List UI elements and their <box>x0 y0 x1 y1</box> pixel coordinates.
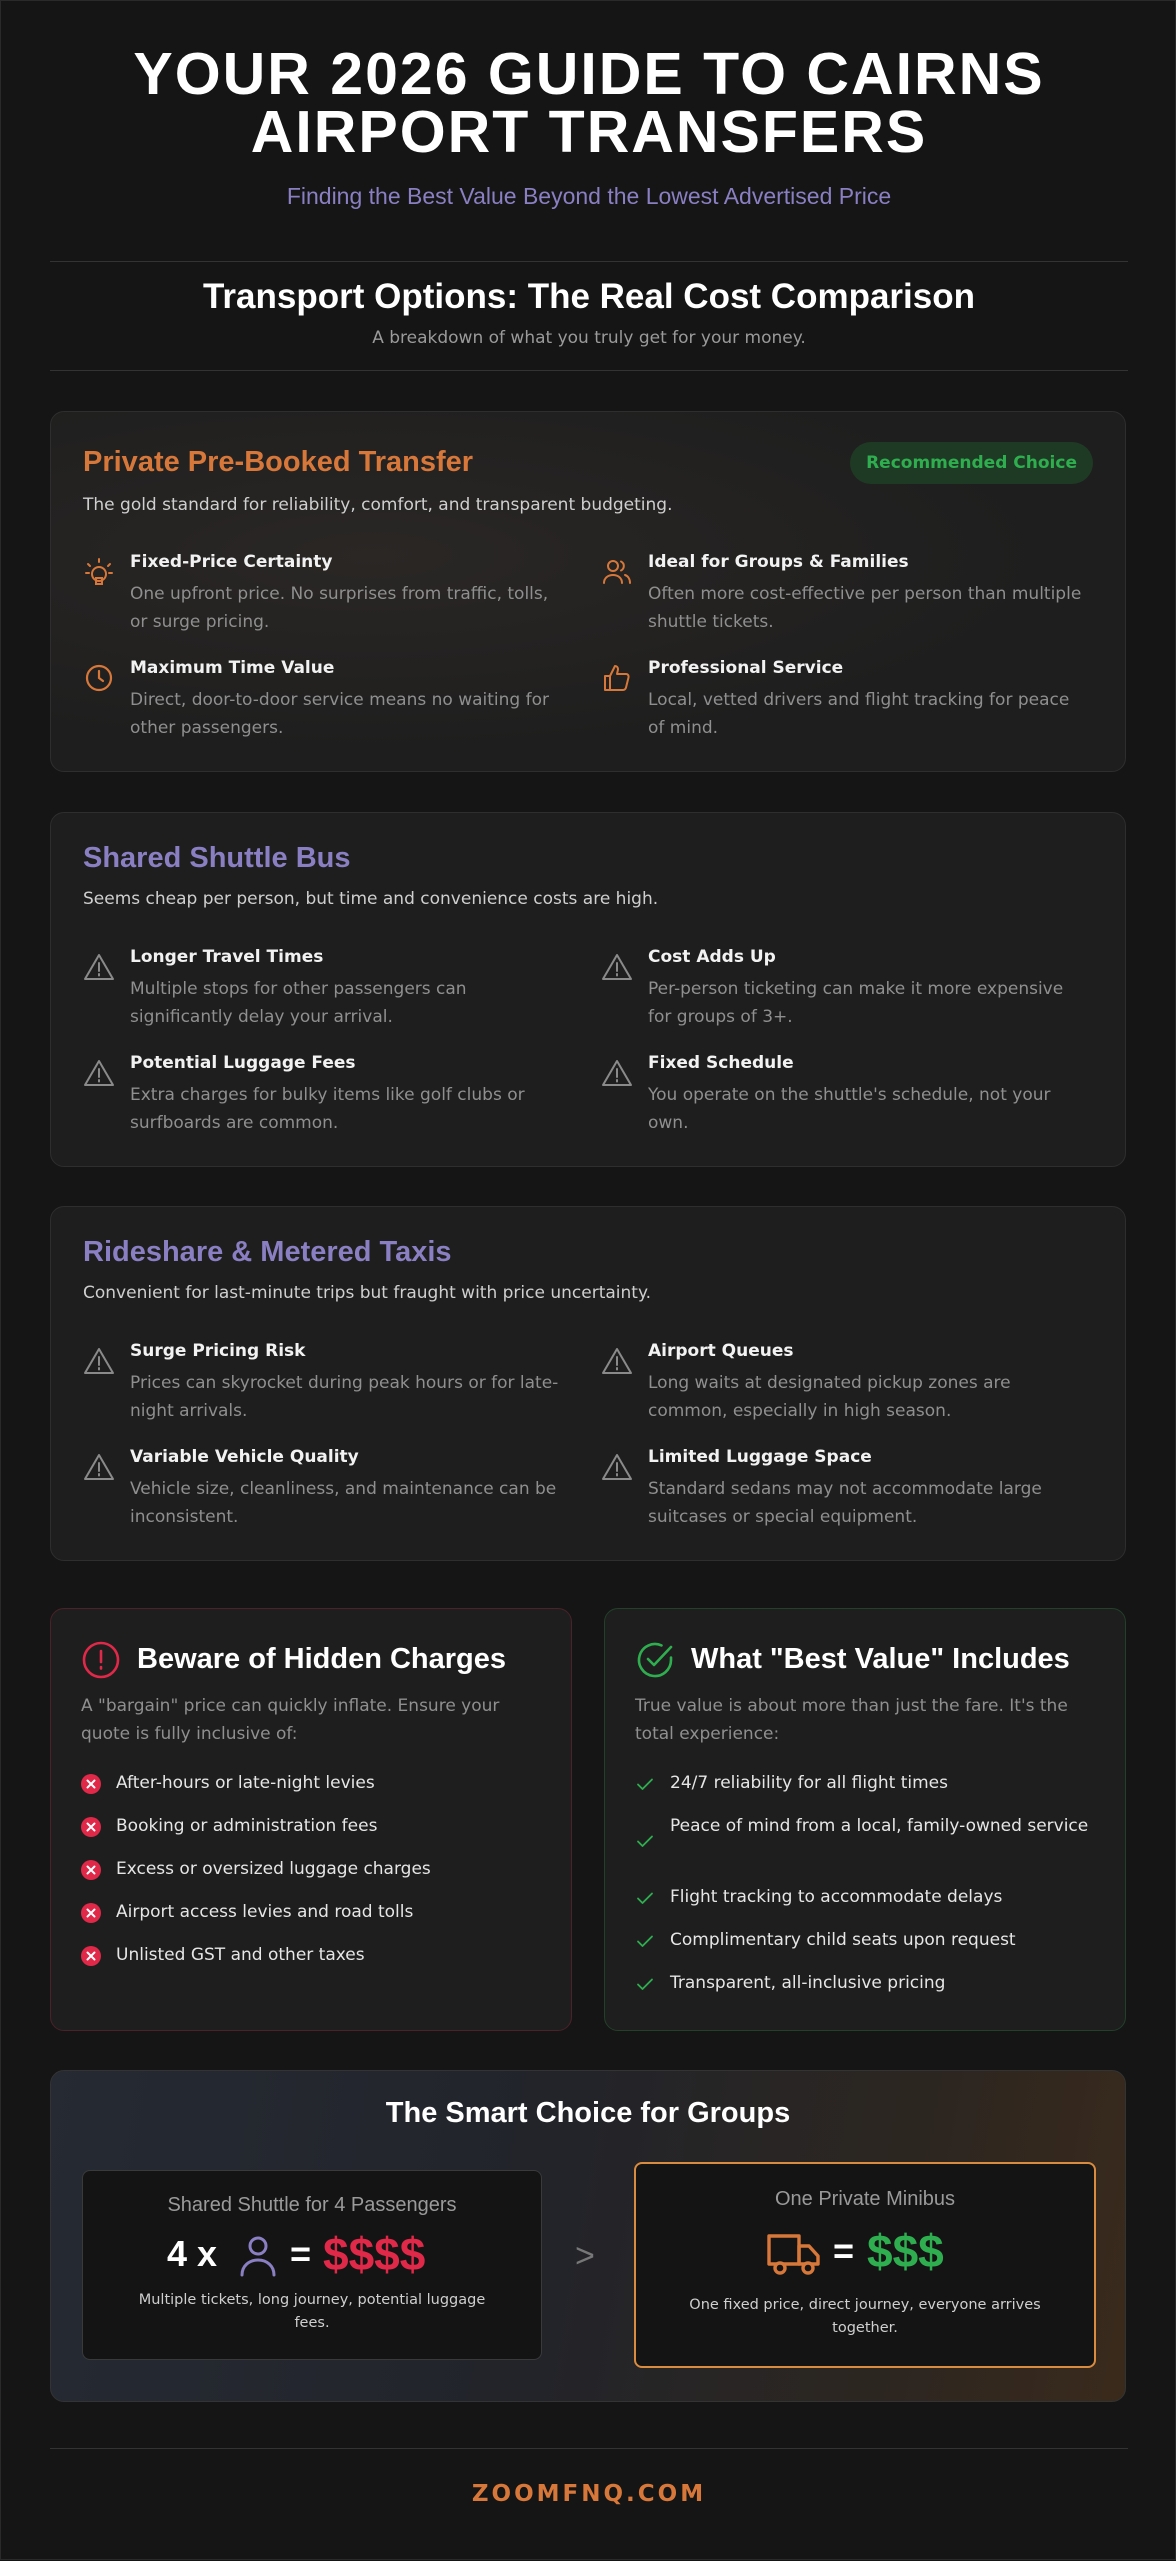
card-description: Seems cheap per person, but time and convenience costs are high. <box>83 889 659 909</box>
x-mark-icon <box>81 1946 101 1966</box>
panel-description: A "bargain" price can quickly inflate. Ensure your quote is fully inclusive of: <box>81 1696 500 1744</box>
box-note: Multiple tickets, long journey, potential luggage fees. <box>138 2292 486 2331</box>
panel-title: What "Best Value" Includes <box>691 1643 1070 1675</box>
thumbs-up-icon <box>601 662 633 694</box>
equals-sign: = <box>833 2230 855 2271</box>
feature-description: Multiple stops for other passengers can significantly delay your arrival. <box>130 979 467 1027</box>
card-description: Convenient for last-minute trips but fraught with price uncertainty. <box>83 1283 651 1303</box>
alert-circle-icon <box>81 1640 121 1680</box>
person-icon <box>238 2235 278 2277</box>
van-icon <box>766 2230 822 2278</box>
check-icon <box>635 1774 655 1794</box>
check-icon <box>635 1831 655 1851</box>
private-cost-box <box>634 2162 1096 2368</box>
warning-icon <box>601 1345 633 1377</box>
fixed-price-icon <box>83 556 115 588</box>
warning-icon <box>601 1057 633 1089</box>
feature-description: Local, vetted drivers and flight tracking for peace of mind. <box>648 690 1070 738</box>
check-icon <box>635 1974 655 1994</box>
clock-icon <box>83 662 115 694</box>
page-title: YOUR 2026 GUIDE TO CAIRNS AIRPORT TRANSFERS <box>133 41 1045 165</box>
feature-title: Professional Service <box>648 658 844 678</box>
check-circle-icon <box>635 1640 675 1680</box>
feature-title: Fixed-Price Certainty <box>130 552 333 572</box>
feature-title: Limited Luggage Space <box>648 1447 872 1467</box>
card-description: The gold standard for reliability, comfort, and transparent budgeting. <box>83 495 673 515</box>
feature-title: Maximum Time Value <box>130 658 335 678</box>
feature-description: Often more cost-effective per person than multiple shuttle tickets. <box>648 584 1082 632</box>
feature-description: Direct, door-to-door service means no waiting for other passengers. <box>130 690 549 738</box>
divider <box>50 2448 1128 2449</box>
equals-sign: = <box>290 2233 312 2274</box>
hidden-charges-panel: Beware of Hidden Charges A "bargain" price can quickly inflate. Ensure your quote is fully inclusive of: After-hours or late-night levies Booking or administration fees Excess or oversized luggage charges Airport access levies and road tolls Unlisted GST and other taxes <box>50 1608 572 2031</box>
x-mark-icon <box>81 1774 101 1794</box>
recommended-badge: Recommended Choice <box>850 442 1093 484</box>
cost-equation <box>83 2228 541 2283</box>
feature-description: One upfront price. No surprises from traffic, tolls, or surge pricing. <box>130 584 549 632</box>
feature-title: Ideal for Groups & Families <box>648 552 909 572</box>
footer-brand: ZOOMFNQ.COM <box>471 2481 707 2507</box>
divider <box>50 261 1128 262</box>
card-title: Private Pre-Booked Transfer <box>83 446 474 478</box>
feature-title: Longer Travel Times <box>130 947 324 967</box>
feature-description: Standard sedans may not accommodate large suitcases or special equipment. <box>648 1479 1042 1527</box>
feature-description: Vehicle size, cleanliness, and maintenance can be inconsistent. <box>130 1479 557 1527</box>
warning-icon <box>83 1451 115 1483</box>
private-cost-symbols: $$$ <box>867 2225 944 2277</box>
warning-icon <box>83 1345 115 1377</box>
best-value-panel: What "Best Value" Includes True value is about more than just the fare. It's the total experience: 24/7 reliability for all flight times Peace of mind from a local, family-owned service Flight tracking to accommodate delays Complimentary child seats upon request Transparent, all-inclusive pricing <box>604 1608 1126 2031</box>
box-note: One fixed price, direct journey, everyone arrives together. <box>689 2297 1041 2336</box>
shuttle-cost-symbols: $$$$ <box>323 2228 426 2280</box>
card-title: Rideshare & Metered Taxis <box>83 1236 452 1268</box>
card-title: Shared Shuttle Bus <box>83 842 351 874</box>
comparison-subtitle: A breakdown of what you truly get for your money. <box>372 328 806 348</box>
feature-description: Long waits at designated pickup zones are common, especially in high season. <box>648 1373 1011 1421</box>
warning-icon <box>601 1451 633 1483</box>
group-icon <box>601 556 633 588</box>
x-mark-icon <box>81 1860 101 1880</box>
rideshare-taxi-card <box>50 1206 1126 1561</box>
x-mark-icon <box>81 1903 101 1923</box>
warning-icon <box>83 1057 115 1089</box>
panel-title: Beware of Hidden Charges <box>137 1643 507 1675</box>
infographic <box>1 1 1176 2561</box>
feature-description: Per-person ticketing can make it more expensive for groups of 3+. <box>648 979 1064 1027</box>
comparison-title: Transport Options: The Real Cost Comparison <box>202 277 976 316</box>
feature-title: Cost Adds Up <box>648 947 776 967</box>
shared-shuttle-card <box>50 812 1126 1167</box>
box-title: Shared Shuttle for 4 Passengers <box>167 2194 457 2216</box>
feature-title: Surge Pricing Risk <box>130 1341 306 1361</box>
private-transfer-card <box>50 411 1126 772</box>
divider <box>50 370 1128 371</box>
feature-description: Prices can skyrocket during peak hours or for late-night arrivals. <box>130 1373 559 1421</box>
warning-icon <box>601 951 633 983</box>
feature-description: You operate on the shuttle's schedule, not your own. <box>648 1085 1051 1133</box>
feature-title: Potential Luggage Fees <box>130 1053 356 1073</box>
panel-description: True value is about more than just the fare. It's the total experience: <box>635 1696 1068 1744</box>
warning-icon <box>83 951 115 983</box>
multiplier-text: 4 x <box>167 2233 218 2274</box>
box-title: One Private Minibus <box>774 2188 956 2210</box>
feature-title: Variable Vehicle Quality <box>130 1447 359 1467</box>
smart-choice-section <box>50 2070 1126 2402</box>
feature-description: Extra charges for bulky items like golf clubs or surfboards are common. <box>130 1085 525 1133</box>
feature-title: Fixed Schedule <box>648 1053 794 1073</box>
shuttle-cost-box <box>82 2170 542 2360</box>
page-subtitle: Finding the Best Value Beyond the Lowest Advertised Price <box>286 183 892 209</box>
greater-than-sign: > <box>575 2237 595 2275</box>
check-icon <box>635 1888 655 1908</box>
check-icon <box>635 1931 655 1951</box>
feature-title: Airport Queues <box>648 1341 794 1361</box>
section-title: The Smart Choice for Groups <box>385 2097 791 2129</box>
x-mark-icon <box>81 1817 101 1837</box>
cost-equation <box>636 2225 1094 2280</box>
